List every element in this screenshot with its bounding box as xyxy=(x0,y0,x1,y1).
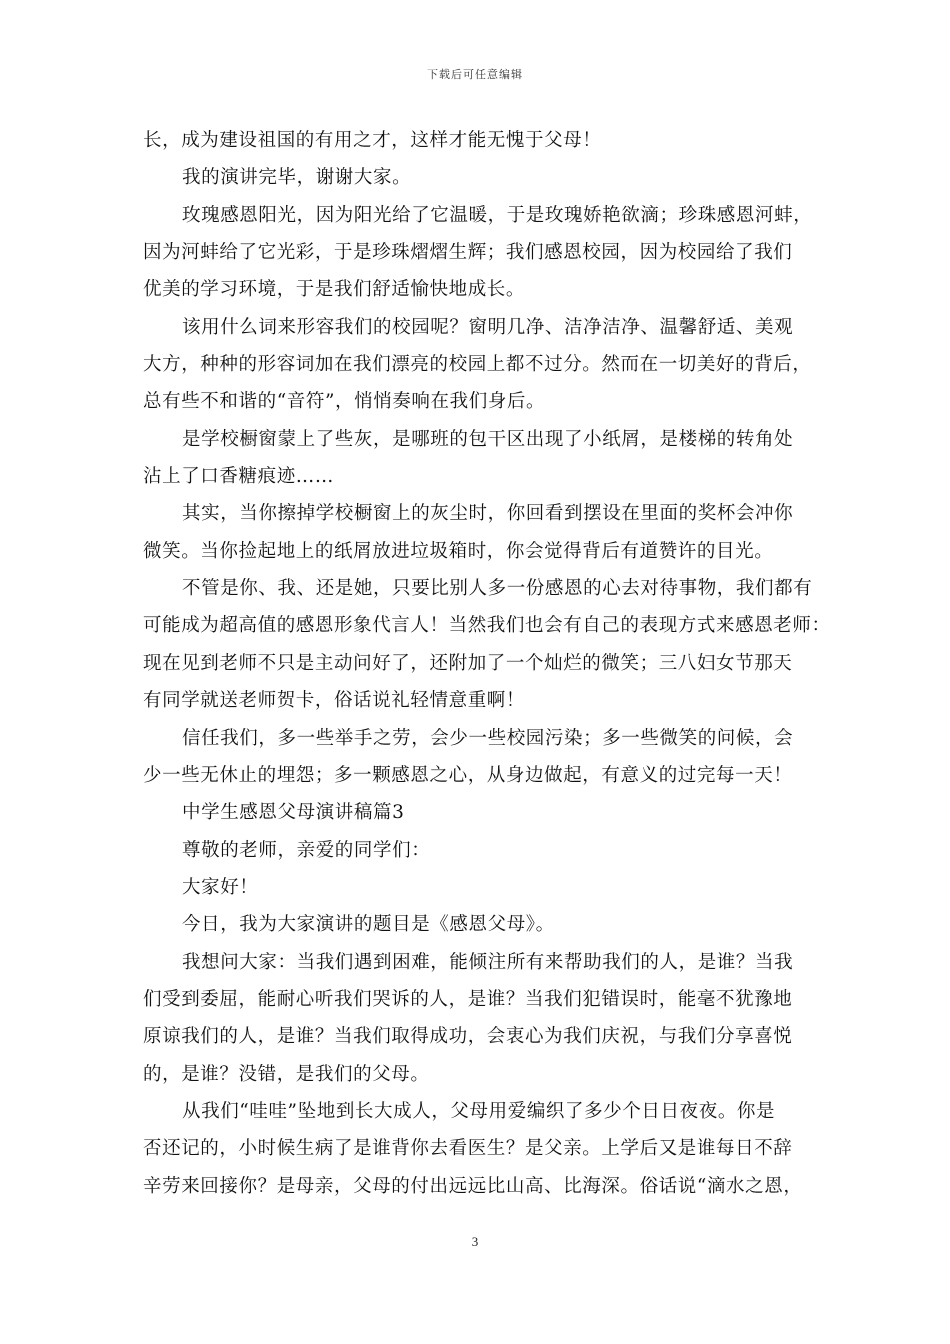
text-line: 其实，当你擦掉学校橱窗上的灰尘时，你回看到摆设在里面的奖杯会冲你 xyxy=(182,503,794,525)
text-line: 可能成为超高值的感恩形象代言人！当然我们也会有自己的表现方式来感恩老师： xyxy=(143,615,831,637)
text-line: 有同学就送老师贺卡，俗话说礼轻情意重啊！ xyxy=(143,690,526,712)
text-line: 是学校橱窗蒙上了些灰，是哪班的包干区出现了小纸屑，是楼梯的转角处 xyxy=(182,428,794,450)
text-line: 不管是你、我、还是她，只要比别人多一份感恩的心去对待事物，我们都有 xyxy=(182,578,813,600)
text-line: 总有些不和谐的“音符”，悄悄奏响在我们身后。 xyxy=(143,391,546,413)
text-line: 辛劳来回接你？是母亲，父母的付出远远比山高、比海深。俗话说“滴水之恩， xyxy=(143,1175,803,1197)
text-line: 今日，我为大家演讲的题目是《感恩父母》。 xyxy=(182,914,555,936)
text-line: 玫瑰感恩阳光，因为阳光给了它温暖，于是玫瑰娇艳欲滴；珍珠感恩河蚌， xyxy=(182,204,813,226)
text-line: 的，是谁？没错，是我们的父母。 xyxy=(143,1063,430,1085)
text-line: 大方，种种的形容词加在我们漂亮的校园上都不过分。然而在一切美好的背后， xyxy=(143,354,812,376)
text-line: 尊敬的老师，亲爱的同学们： xyxy=(182,839,431,861)
text-line: 现在见到老师不只是主动问好了，还附加了一个灿烂的微笑；三八妇女节那天 xyxy=(143,652,793,674)
text-line: 信任我们，多一些举手之劳，会少一些校园污染；多一些微笑的问候，会 xyxy=(182,727,794,749)
page-number: 3 xyxy=(471,1234,479,1249)
document-body xyxy=(143,122,831,1205)
page-header: 下载后可任意编辑 xyxy=(427,68,523,81)
text-line: 因为河蚌给了它光彩，于是珍珠熠熠生辉；我们感恩校园，因为校园给了我们 xyxy=(143,242,793,264)
text-line: 优美的学习环境，于是我们舒适愉快地成长。 xyxy=(143,279,526,301)
text-line: 原谅我们的人，是谁？当我们取得成功，会衷心为我们庆祝，与我们分享喜悦 xyxy=(143,1026,793,1048)
text-line: 少一些无休止的埋怨；多一颗感恩之心，从身边做起，有意义的过完每一天！ xyxy=(143,764,793,786)
text-line: 沾上了口香糖痕迹…… xyxy=(143,466,335,488)
text-line: 否还记的，小时候生病了是谁背你去看医生？是父亲。上学后又是谁每日不辞 xyxy=(143,1138,793,1160)
text-line: 从我们“哇哇”坠地到长大成人，父母用爱编织了多少个日日夜夜。你是 xyxy=(182,1100,776,1122)
text-line: 该用什么词来形容我们的校园呢？窗明几净、洁净洁净、温馨舒适、美观 xyxy=(182,316,794,338)
text-line: 我的演讲完毕，谢谢大家。 xyxy=(182,167,412,189)
text-line: 大家好！ xyxy=(182,876,259,898)
text-line: 我想问大家：当我们遇到困难，能倾注所有来帮助我们的人，是谁？当我 xyxy=(182,951,794,973)
text-line: 长，成为建设祖国的有用之才，这样才能无愧于父母！ xyxy=(143,130,602,151)
text-line: 中学生感恩父母演讲稿篇3 xyxy=(182,802,405,824)
text-line: 微笑。当你捡起地上的纸屑放进垃圾箱时，你会觉得背后有道赞许的目光。 xyxy=(143,540,774,562)
text-line: 们受到委屈，能耐心听我们哭诉的人，是谁？当我们犯错误时，能毫不犹豫地 xyxy=(143,988,793,1010)
